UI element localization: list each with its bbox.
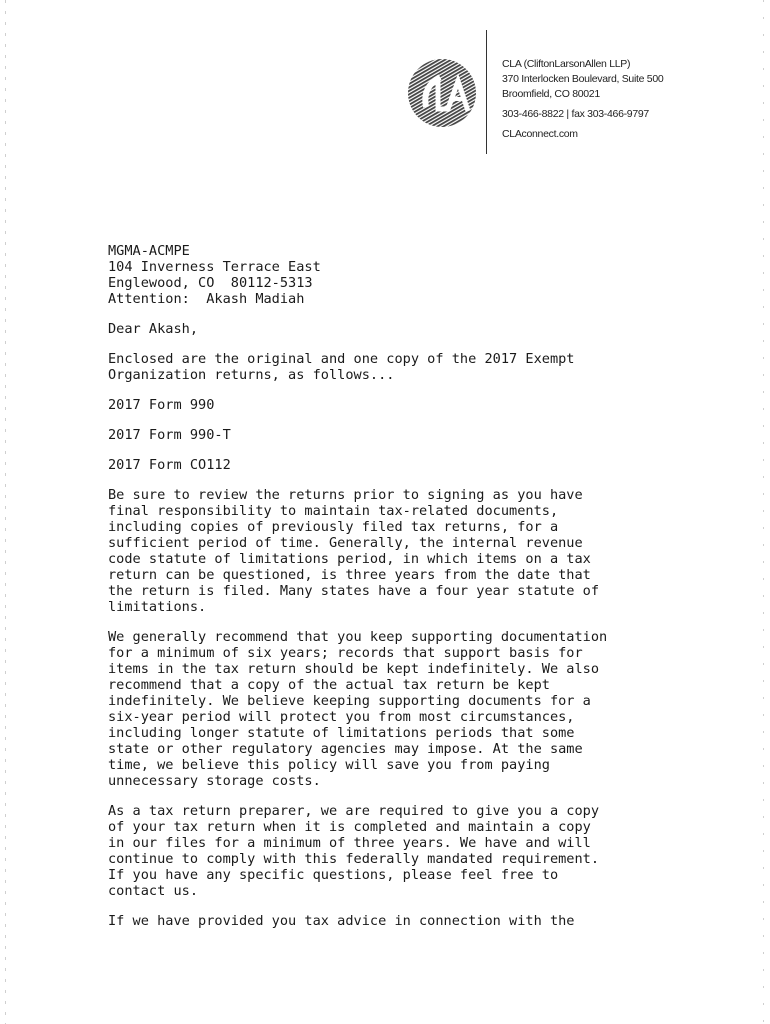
firm-address-line2: Broomfield, CO 80021: [502, 88, 600, 100]
firm-website: CLAconnect.com: [502, 128, 578, 140]
intro-paragraph: [108, 351, 708, 383]
paragraph-line: unnecessary storage costs.: [108, 773, 321, 789]
recipient-line: Englewood, CO 80112-5313: [108, 275, 313, 291]
paragraph-line: items in the tax return should be kept indefinitely. We also: [108, 661, 600, 677]
paragraph-line: indefinitely. We believe keeping supporting documents for a: [108, 693, 591, 709]
paragraph-line: time, we believe this policy will save you from paying: [108, 757, 550, 773]
form-item: [108, 457, 708, 473]
firm-address-block: [502, 57, 663, 142]
paragraph-line: recommend that a copy of the actual tax return be kept: [108, 677, 550, 693]
paragraph-line: Enclosed are the original and one copy of the 2017 Exempt: [108, 351, 575, 367]
paragraph-line: Organization returns, as follows...: [108, 367, 395, 383]
paragraph-line: contact us.: [108, 883, 199, 899]
firm-name: CLA (CliftonLarsonAllen LLP): [502, 58, 631, 70]
paragraph-retention-responsibility: [108, 487, 708, 615]
recipient-line: MGMA-ACMPE: [108, 243, 190, 259]
paragraph-line: Be sure to review the returns prior to signing as you have: [108, 487, 583, 503]
form-item-text: 2017 Form 990-T: [108, 427, 231, 443]
cla-logo: [406, 57, 478, 129]
paragraph-preparer-obligation: [108, 803, 708, 899]
paragraph-tax-advice: [108, 913, 708, 929]
paragraph-line: the return is filed. Many states have a four year statute of: [108, 583, 600, 599]
form-item: [108, 397, 708, 413]
form-item-text: 2017 Form CO112: [108, 457, 231, 473]
paragraph-line: sufficient period of time. Generally, the internal revenue: [108, 535, 583, 551]
paragraph-line: If we have provided you tax advice in connection with the: [108, 913, 575, 929]
form-item-text: 2017 Form 990: [108, 397, 215, 413]
paragraph-line: return can be questioned, is three years from the date that: [108, 567, 591, 583]
recipient-address: [108, 243, 708, 307]
firm-phone: 303-466-8822 | fax 303-466-9797: [502, 108, 649, 120]
paragraph-line: in our files for a minimum of three years. We have and will: [108, 835, 591, 851]
paragraph-recommendation: [108, 629, 708, 789]
letterhead-divider: [486, 30, 487, 154]
recipient-line: 104 Inverness Terrace East: [108, 259, 321, 275]
paragraph-line: six-year period will protect you from most circumstances,: [108, 709, 575, 725]
paragraph-line: As a tax return preparer, we are required to give you a copy: [108, 803, 600, 819]
paragraph-line: including copies of previously filed tax returns, for a: [108, 519, 559, 535]
paragraph-line: final responsibility to maintain tax-related documents,: [108, 503, 559, 519]
paragraph-line: state or other regulatory agencies may impose. At the same: [108, 741, 583, 757]
salutation: [108, 321, 708, 337]
paragraph-line: limitations.: [108, 599, 207, 615]
recipient-line: Attention: Akash Madiah: [108, 291, 305, 307]
paragraph-line: code statute of limitations period, in which items on a tax: [108, 551, 591, 567]
firm-address-line1: 370 Interlocken Boulevard, Suite 500: [502, 73, 664, 85]
paragraph-line: for a minimum of six years; records that support basis for: [108, 645, 583, 661]
page-edge-right: [763, 0, 764, 1024]
paragraph-line: If you have any specific questions, please feel free to: [108, 867, 559, 883]
paragraph-line: including longer statute of limitations periods that some: [108, 725, 575, 741]
form-item: [108, 427, 708, 443]
paragraph-line: We generally recommend that you keep supporting documentation: [108, 629, 608, 645]
letter-body: [108, 243, 708, 929]
salutation-text: Dear Akash,: [108, 321, 199, 337]
page-edge-left: [5, 0, 6, 1024]
paragraph-line: continue to comply with this federally mandated requirement.: [108, 851, 600, 867]
paragraph-line: of your tax return when it is completed and maintain a copy: [108, 819, 591, 835]
